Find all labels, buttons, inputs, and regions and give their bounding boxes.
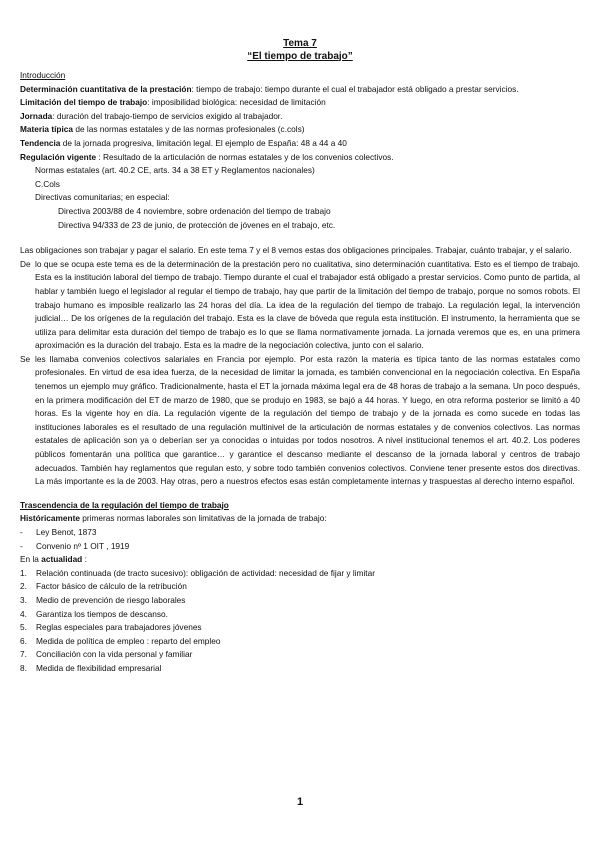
paragraph-text: lo que se ocupa este tema es de la determinación de la prestación pero no cualitativa, sino determinación cuantitativa. Esto es el tiempo de trabajo. Esta es la institución laboral del tiempo de trabajo. Tiempo durante el cual el trabajador está obligado a prestar servicios. Como punto de partida, al hablar y también luego el legislador al regular el tiempo de trabajo, hay que partir de la limitación del tiempo de trabajo, porque no somos robots. El trabajo humano es imposible realizarlo las 24 horas del día. La idea de la regulación del tiempo de trabajo. La regulación legal, la intervención judicial… De los orígenes de la regulación del trabajo. Esta es la clave de bóveda que regula esta institución. El instrumento, la herramienta que se utiliza para delimitar esta duración del tiempo de trabajo es lo que se llama normativamente jornada. La jornada veremos que es, en una primera aproximación es la duración del trabajo. Esta es la madre de la negociación colectiva, junto con el salario. <box>35 258 580 351</box>
definition-item: Tendencia de la jornada progresiva, limitación legal. El ejemplo de España: 48 a 44 a 40 <box>20 137 347 148</box>
directive-item: Directiva 94/333 de 23 de junio, de protección de jóvenes en el trabajo, etc. <box>58 219 336 230</box>
title-line-1: Tema 7 <box>283 38 317 49</box>
document-title <box>20 38 580 63</box>
definition-item: Regulación vigente : Resultado de la articulación de normas estatales y de los convenios colectivos. <box>20 151 394 162</box>
definition-item: Limitación del tiempo de trabajo: imposibilidad biológica: necesidad de limitación <box>20 97 326 108</box>
title-line-2: “El tiempo de trabajo” <box>247 50 353 62</box>
historic-list <box>20 526 580 553</box>
intro-heading: Introducción <box>20 70 66 80</box>
actualidad-line: En la actualidad : <box>20 554 87 565</box>
list-item: - Convenio nº 1 OIT , 1919 <box>20 540 130 551</box>
body-paragraph <box>20 353 580 489</box>
sub-item-ccols: C.Cols <box>35 178 60 189</box>
definition-item: Determinación cuantitativa de la prestación: tiempo de trabajo: tiempo durante el cual el trabajador está obligado a prestar servicios. <box>20 83 519 94</box>
actualidad-list <box>20 567 580 676</box>
directive-item: Directiva 2003/88 de 4 noviembre, sobre ordenación del tiempo de trabajo <box>58 205 331 216</box>
list-item: 2. Factor básico de cálculo de la retribución <box>20 581 187 592</box>
intro-definitions <box>20 83 580 233</box>
page-number: 1 <box>296 796 304 808</box>
sub-item-directivas: Directivas comunitarias; en especial: <box>35 192 170 203</box>
definition-item: Jornada: duración del trabajo-tiempo de servicios exigido al trabajador. <box>20 110 283 121</box>
definition-item: Materia típica de las normas estatales y de las normas profesionales (c.cols) <box>20 124 305 135</box>
section-heading: Trascendencia de la regulación del tiempo de trabajo <box>20 499 229 510</box>
list-item: 6. Medida de política de empleo : reparto del empleo <box>20 635 221 646</box>
list-item: - Ley Benot, 1873 <box>20 527 97 537</box>
sub-item-normas: Normas estatales (art. 40.2 CE, arts. 34 a 38 ET y Reglamentos nacionales) <box>35 165 315 176</box>
list-item: 3. Medio de prevención de riesgo laborales <box>20 594 186 605</box>
list-item: 5. Reglas especiales para trabajadores jóvenes <box>20 622 202 633</box>
paragraph-text: les llamaba convenios colectivos salariales en Francia por ejemplo. Por esta razón la materia es típica tanto de las normas estatales como profesionales. En virtud de esa idea fuerza, de la necesidad de limitar la jornada, es también convencional en la negociación colectiva. En España tenemos un ejemplo muy gráfico. Tradicionalmente, hasta el ET la jornada máxima legal era de 48 horas de trabajo a la semana. Un poco después, en la primera modificación del ET de marzo de 1980, que se produjo en 1983, se bajó a 44 horas. Y luego, en otra reforma posterior se limitó a 40 horas. Es la vigente hoy en día. La regulación vigente de la regulación del tiempo de trabajo y de la jornada es como sucede en todas las instituciones laborales es el resultado de una regulación multinivel de la articulación de normas estatales y de convenios colectivos. Las normas estatales de aplicación son ya o deberían ser ya conocidas o intuidas por todos nosotros. A nivel institucional tenemos el art. 40.2. Los poderes públicos fomentarán una política que garantice… y garantice el descanso mediante el descanso de la jornada laboral y centros de trabajo adecuados. También hay reglamentos que regulan esto, y sobre todo también convenios colectivos. Conviene tener presente estos dos directivas. La más importante es la de 2003. Hay otras, pero a nuestros efectos esas están completamente internas y traspuestas al derecho interno español. <box>35 353 580 487</box>
paragraph-marker: Se <box>20 353 31 364</box>
list-item: 1. Relación continuada (de tracto sucesivo): obligación de actividad: necesidad de fijar y limitar <box>20 567 375 578</box>
list-item: 4. Garantiza los tiempos de descanso. <box>20 608 168 619</box>
list-item: 8. Medida de flexibilidad empresarial <box>20 662 162 673</box>
body-paragraph <box>20 258 580 353</box>
paragraph-marker: De <box>20 258 31 269</box>
body-paragraph: Las obligaciones son trabajar y pagar el salario. En este tema 7 y el 8 vemos estas dos obligaciones principales. Trabajar, cuánto trabajar, y el salario. <box>20 245 572 256</box>
list-item: 7. Conciliación con la vida personal y familiar <box>20 649 193 660</box>
historic-line: Históricamente primeras normas laborales son limitativas de la jornada de trabajo: <box>20 513 327 524</box>
